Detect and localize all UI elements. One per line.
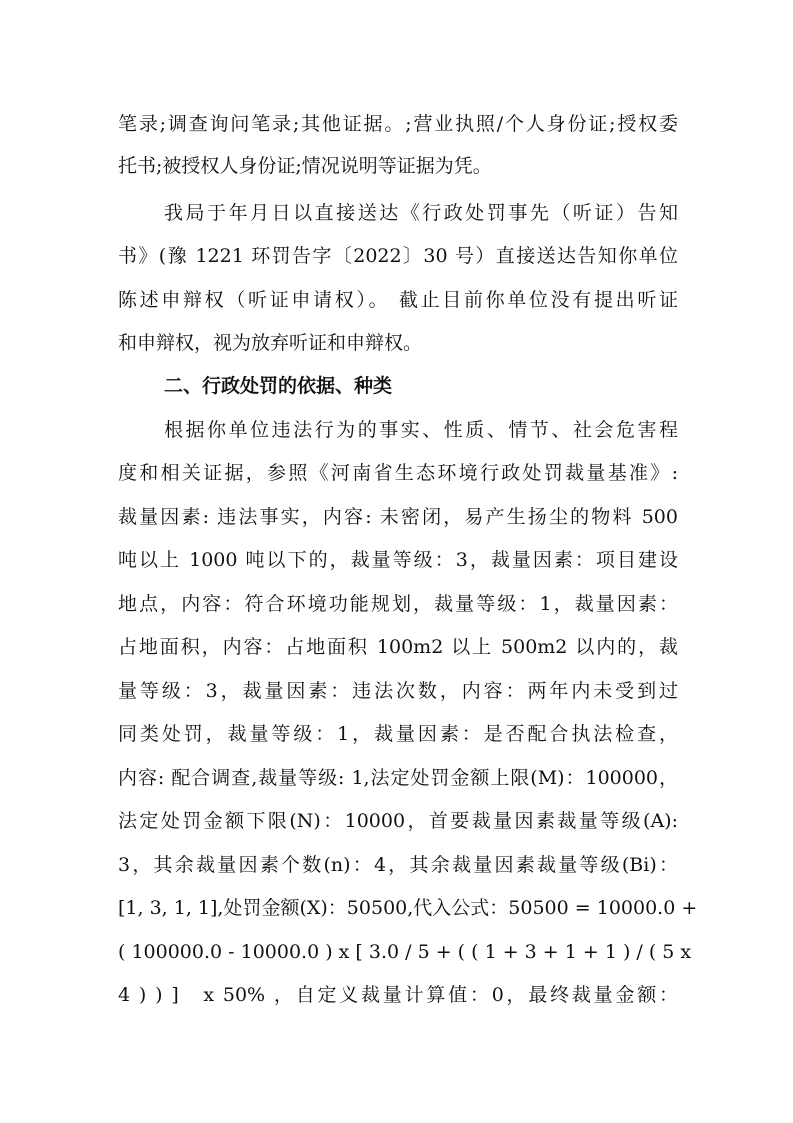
evidence-text-line-2: 托书;被授权人身份证;情况说明等证据为凭。 bbox=[118, 155, 492, 177]
basis-text-line-6: 占地面积，内容：占地面积 100m2 以上 500m2 以内的，裁 bbox=[118, 636, 678, 658]
notice-text-line-1: 我局于年月日以直接送达《行政处罚事先（听证）告知 bbox=[164, 202, 678, 224]
basis-text-line-2: 度和相关证据，参照《河南省生态环境行政处罚裁量基准》: bbox=[118, 462, 678, 484]
notice-text-line-2: 书》(豫 1221 环罚告字〔2022〕30 号）直接送达告知你单位 bbox=[118, 245, 678, 267]
basis-text-line-10: 法定处罚金额下限(N)：10000，首要裁量因素裁量等级(A): bbox=[118, 810, 678, 832]
basis-text-line-1: 根据你单位违法行为的事实、性质、情节、社会危害程 bbox=[164, 419, 678, 441]
notice-text-line-4: 和申辩权，视为放弃听证和申辩权。 bbox=[118, 332, 423, 354]
basis-text-line-7: 量等级：3，裁量因素：违法次数，内容：两年内未受到过 bbox=[118, 680, 678, 702]
section-heading: 二、行政处罚的依据、种类 bbox=[164, 375, 393, 397]
basis-text-line-9: 内容: 配合调查,裁量等级: 1,法定处罚金额上限(M)：100000， bbox=[118, 767, 678, 789]
basis-text-line-3: 裁量因素: 违法事实，内容: 未密闭，易产生扬尘的物料 500 bbox=[118, 506, 678, 528]
basis-text-line-4: 吨以上 1000 吨以下的，裁量等级：3，裁量因素：项目建设 bbox=[118, 549, 678, 571]
basis-text-line-13: ( 100000.0 - 10000.0 ) x [ 3.0 / 5 + ( ( 1 + 3 + 1 + 1 ) / ( 5 x bbox=[118, 941, 692, 963]
basis-text-line-11: 3，其余裁量因素个数(n)：4，其余裁量因素裁量等级(Bi)： bbox=[118, 854, 678, 876]
basis-text-line-8: 同类处罚，裁量等级：1，裁量因素：是否配合执法检查， bbox=[118, 723, 678, 745]
basis-text-line-5: 地点，内容：符合环境功能规划，裁量等级：1，裁量因素： bbox=[118, 593, 678, 615]
notice-text-line-3: 陈述申辩权（听证申请权）。 截止目前你单位没有提出听证 bbox=[118, 289, 678, 311]
basis-text-line-14: 4 ) ) ] x 50% ，自定义裁量计算值：0，最终裁量金额： bbox=[118, 984, 678, 1006]
evidence-text-line-1: 笔录;调查询问笔录;其他证据。;营业执照/个人身份证;授权委 bbox=[118, 113, 678, 135]
basis-text-line-12: [1, 3, 1, 1],处罚金额(X)：50500,代入公式：50500 = 10000.0 + bbox=[118, 897, 698, 919]
